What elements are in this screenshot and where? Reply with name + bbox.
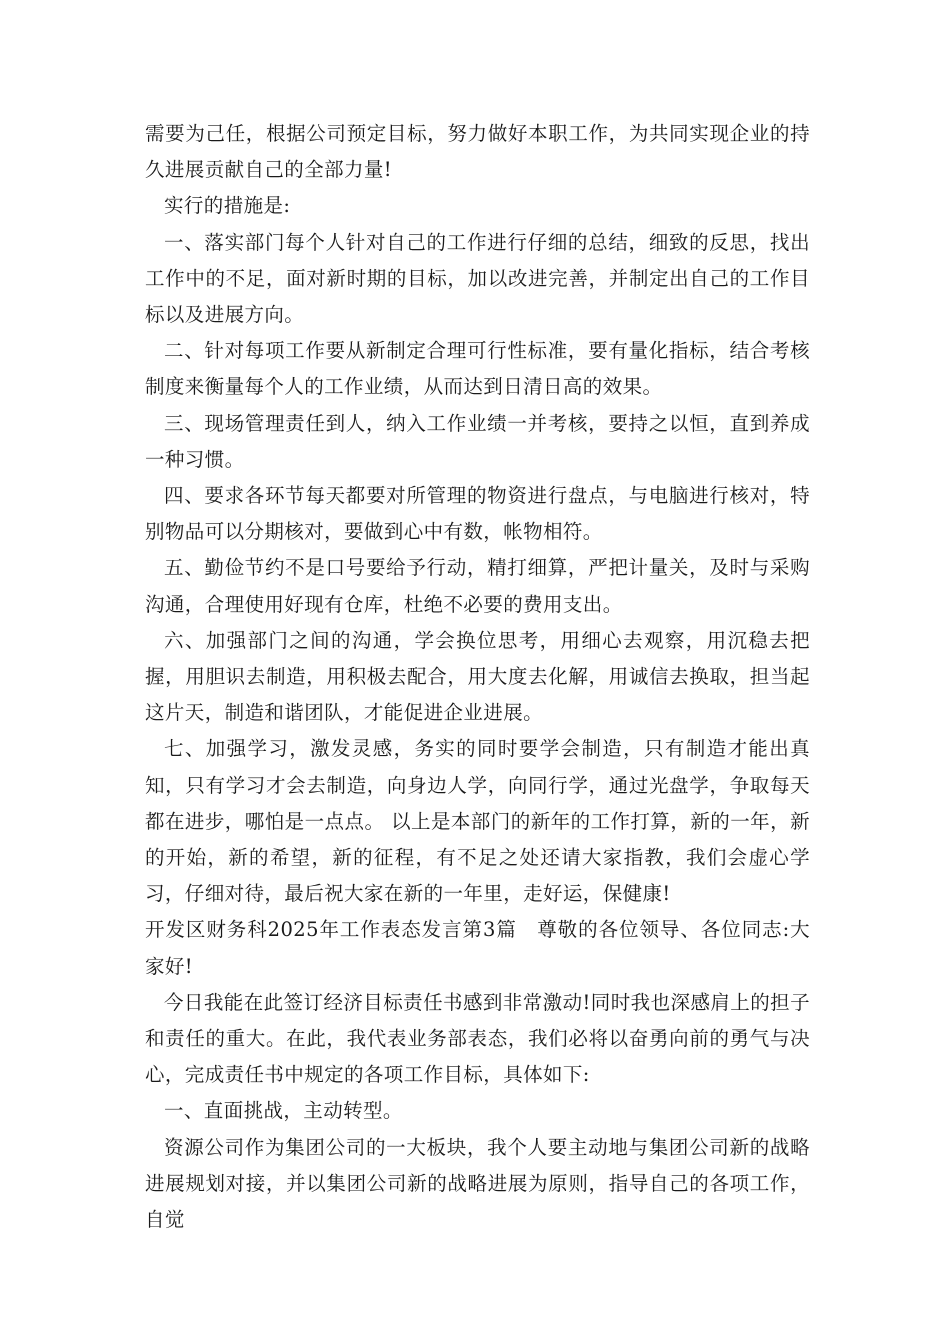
paragraph-item-1-heading: 一、直面挑战，主动转型。: [164, 1099, 403, 1123]
paragraph-measure-6: 六、加强部门之间的沟通，学会换位思考，用细心去观察，用沉稳去把握，用胆识去制造，用积极去配合，用大度去化解，用诚信去换取，担当起这片天，制造和谐团队，才能促进企业进展。: [145, 628, 810, 725]
paragraph-measure-4: 四、要求各环节每天都要对所管理的物资进行盘点，与电脑进行核对，特别物品可以分期核对，要做到心中有数，帐物相符。: [145, 484, 810, 544]
document-body: [145, 116, 810, 1238]
paragraph-measure-1: 一、落实部门每个人针对自己的工作进行仔细的总结，细致的反思，找出工作中的不足，面对新时期的目标，加以改进完善，并制定出自己的工作目标以及进展方向。: [145, 230, 810, 327]
paragraph-measure-2: 二、针对每项工作要从新制定合理可行性标准，要有量化指标，结合考核制度来衡量每个人的工作业绩，从而达到日清日高的效果。: [145, 339, 810, 399]
paragraph-pledge-intro: 今日我能在此签订经济目标责任书感到非常激动!同时我也深感肩上的担子和责任的重大。在此，我代表业务部表态，我们必将以奋勇向前的勇气与决心，完成责任书中规定的各项工作目标，具体如下:: [145, 990, 810, 1087]
paragraph-measure-7: 七、加强学习，激发灵感，务实的同时要学会制造，只有制造才能出真知，只有学习才会去制造，向身边人学，向同行学，通过光盘学，争取每天都在进步，哪怕是一点点。 以上是本部门的新年的工作打算，新的一年，新的开始，新的希望，新的征程，有不足之处还请大家指教，我们会虚心学习，仔细对待，最后祝大家在新的一年里，走好运，保健康!: [145, 737, 810, 906]
paragraph-measure-5: 五、勤俭节约不是口号要给予行动，精打细算，严把计量关，及时与采购沟通，合理使用好现有仓库，杜绝不必要的费用支出。: [145, 556, 810, 616]
paragraph-measure-3: 三、现场管理责任到人，纳入工作业绩一并考核，要持之以恒，直到养成一种习惯。: [145, 411, 810, 471]
paragraph-continuation: 需要为己任，根据公司预定目标，努力做好本职工作，为共同实现企业的持久进展贡献自己的全部力量!: [145, 122, 810, 182]
section-heading-article-3: 开发区财务科2025年工作表态发言第3篇 尊敬的各位领导、各位同志:大家好!: [145, 918, 810, 978]
paragraph-item-1-body: 资源公司作为集团公司的一大板块，我个人要主动地与集团公司新的战略进展规划对接，并以集团公司新的战略进展为原则，指导自己的各项工作，自觉: [145, 1135, 810, 1232]
paragraph-measures-intro: 实行的措施是:: [164, 194, 291, 218]
